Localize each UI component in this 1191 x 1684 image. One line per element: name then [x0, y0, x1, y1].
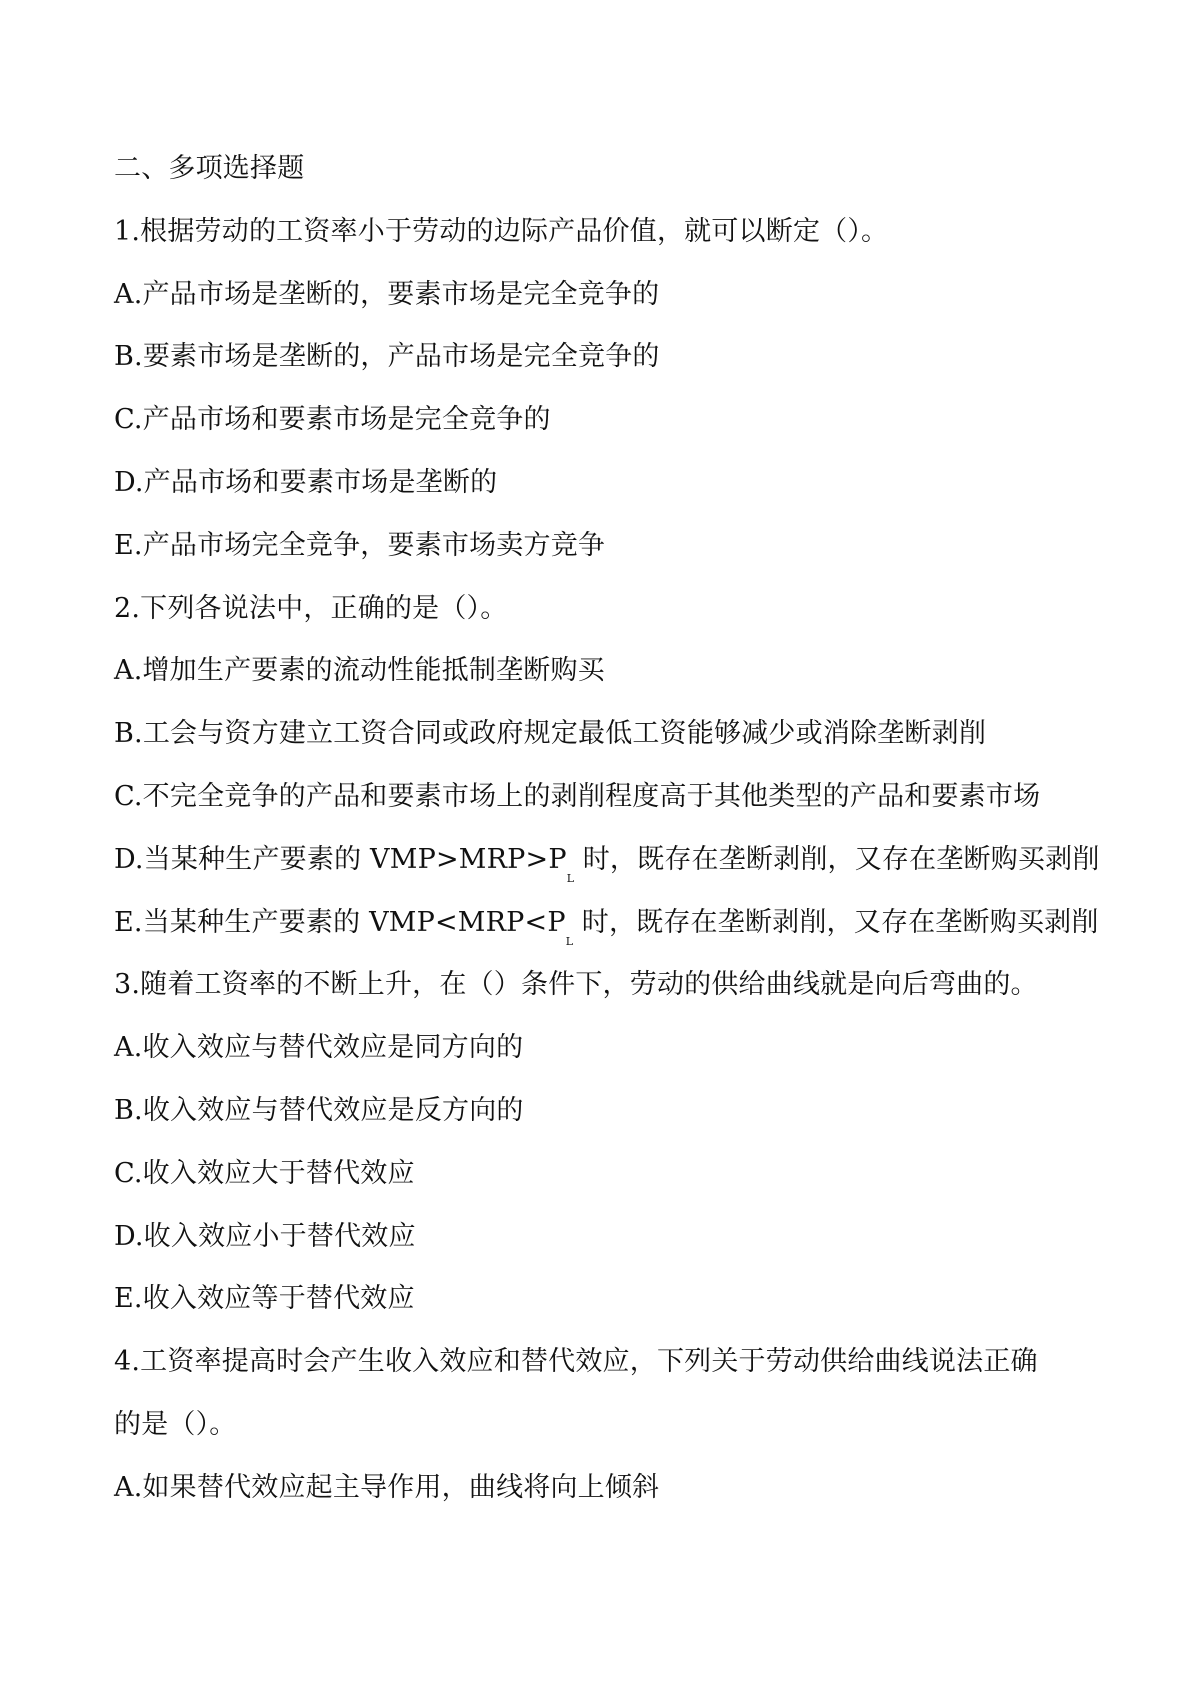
question-1-option-e: E.产品市场完全竞争，要素市场卖方竞争: [114, 529, 606, 561]
question-2-option-a: A.增加生产要素的流动性能抵制垄断购买: [114, 655, 605, 687]
question-1-stem: 1.根据劳动的工资率小于劳动的边际产品价值，就可以断定（）。: [114, 215, 889, 247]
option-e-text-before: E.当某种生产要素的 VMP<MRP<P: [114, 906, 566, 938]
question-list: [114, 146, 1100, 1528]
option-d-subscript-label: L: [566, 871, 575, 885]
question-4-option-a: A.如果替代效应起主导作用，曲线将向上倾斜: [114, 1471, 660, 1503]
question-1-option-d: D.产品市场和要素市场是垄断的: [114, 466, 498, 498]
question-1-option-c: C.产品市场和要素市场是完全竞争的: [114, 404, 551, 436]
option-d-text-after: 时，既存在垄断剥削，又存在垄断购买剥削: [582, 843, 1100, 875]
question-3-option-e: E.收入效应等于替代效应: [114, 1283, 415, 1315]
section-title: 二、多项选择题: [114, 153, 305, 184]
option-d-subscript: [566, 867, 583, 885]
question-1-option-b: B.要素市场是垄断的，产品市场是完全竞争的: [114, 341, 660, 373]
option-d-text-before: D.当某种生产要素的 VMP>MRP>P: [114, 843, 567, 875]
question-4-stem-line-1: 4.工资率提高时会产生收入效应和替代效应，下列关于劳动供给曲线说法正确: [114, 1346, 1038, 1378]
question-2-option-d: [114, 837, 1100, 900]
option-e-subscript: [565, 930, 582, 948]
question-2-stem: 2.下列各说法中，正确的是（）。: [114, 592, 508, 624]
question-3-option-d: D.收入效应小于替代效应: [114, 1220, 416, 1252]
question-3-option-a: A.收入效应与替代效应是同方向的: [114, 1032, 524, 1064]
option-e-subscript-label: L: [565, 934, 574, 948]
option-e-text-after: 时，既存在垄断剥削，又存在垄断购买剥削: [581, 906, 1099, 938]
question-2-option-e: [114, 900, 1099, 963]
question-2-option-b: B.工会与资方建立工资合同或政府规定最低工资能够减少或消除垄断剥削: [114, 718, 987, 750]
question-3-stem: 3.随着工资率的不断上升，在（）条件下，劳动的供给曲线就是向后弯曲的。: [114, 969, 1038, 1001]
question-3-option-c: C.收入效应大于替代效应: [114, 1157, 415, 1189]
question-2-option-c: C.不完全竞争的产品和要素市场上的剥削程度高于其他类型的产品和要素市场: [114, 780, 1041, 812]
question-1-option-a: A.产品市场是垄断的，要素市场是完全竞争的: [114, 278, 660, 310]
question-4-stem-line-2: 的是（）。: [114, 1408, 237, 1440]
question-3-option-b: B.收入效应与替代效应是反方向的: [114, 1094, 524, 1126]
